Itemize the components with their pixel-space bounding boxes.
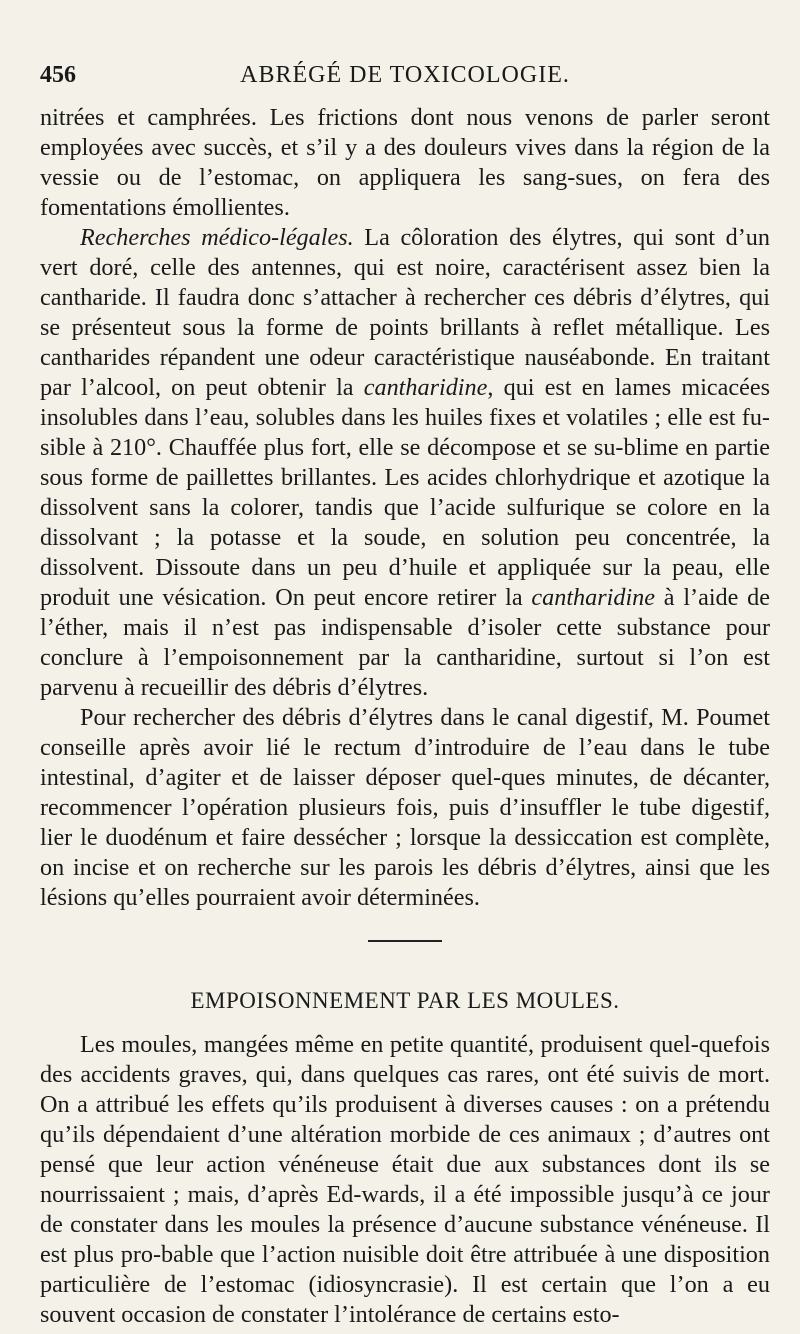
- paragraph-medico-legal: [40, 223, 770, 703]
- running-title: ABRÉGÉ DE TOXICOLOGIE.: [240, 62, 570, 88]
- page-number: 456: [40, 62, 76, 88]
- section-title: EMPOISONNEMENT PAR LES MOULES.: [190, 988, 620, 1013]
- italic-term: cantharidine: [531, 584, 656, 611]
- paragraph-text: , qui est en lames micacées insolubles dans l’eau, solubles dans les huiles fixes et volatiles ; elle est fu-sible à 210°. Chauffée plus fort, elle se décompose et se su-blime en partie sous forme de paillettes brillantes. Les acides chlorhydrique et azotique la dissolvent sans la colorer, tandis que l’acide sulfurique se colore en la dissolvant ; la potasse et la soude, en solution peu concentrée, la dissolvent. Dissoute dans un peu d’huile et appliquée sur la peau, elle produit une vésication. On peut encore retirer la: [40, 374, 770, 611]
- paragraph-text: à l’aide de l’éther, mais il n’est pas indispensable d’isoler cette substance pour conclure à l’empoisonnement par la cantharidine, surtout si l’on est parvenu à recueillir des débris d’élytres.: [40, 584, 771, 701]
- paragraph-continuation: nitrées et camphrées. Les frictions dont nous venons de parler seront employées avec succès, et s’il y a des douleurs vives dans la région de la vessie ou de l’estomac, on appliquera les sang-sues, on fera des fomentations émollientes.: [40, 104, 770, 221]
- page-header: [40, 62, 770, 92]
- paragraph-moules: Les moules, mangées même en petite quantité, produisent quel-quefois des accidents graves, qui, dans quelques cas rares, ont été suivis de mort. On a attribué les effets qu’ils produisent à diverses causes : on a prétendu qu’ils dépendaient d’une altération morbide de ces animaux ; d’autres ont pensé que leur action vénéneuse était due aux substances dont ils se nourrissaient ; mais, d’après Ed-wards, il a été impossible jusqu’à ce jour de constater dans les moules la présence d’aucune substance vénéneuse. Il est plus pro-bable que l’action nuisible doit être attribuée à une disposition particulière de l’estomac (idiosyncrasie). Il est certain que l’on a eu souvent occasion de constater l’intolérance de certains esto-: [40, 1031, 770, 1328]
- paragraph-heading: Recherches médico-légales.: [80, 224, 354, 251]
- paragraph-text: La côloration des élytres, qui sont d’un vert doré, celle des antennes, qui est noire, caractérisent assez bien la cantharide. Il faudra donc s’attacher à rechercher ces débris d’élytres, qui se présenteut sous la forme de points brillants à reflet métallique. Les cantharides répandent une odeur caractéristique nauséabonde. En traitant par l’alcool, on peut obtenir la: [40, 224, 770, 401]
- body-text: [40, 103, 770, 1330]
- italic-term: cantharidine: [363, 374, 488, 401]
- paragraph-digestive-search: Pour rechercher des débris d’élytres dans le canal digestif, M. Poumet conseille après avoir lié le rectum d’introduire de l’eau dans le tube intestinal, d’agiter et de laisser déposer quel-ques minutes, de décanter, recommencer l’opération plusieurs fois, puis d’insuffler le tube digestif, lier le duodénum et faire dessécher ; lorsque la dessiccation est complète, on incise et on recherche sur les parois les débris d’élytres, ainsi que les lésions qu’elles pourraient avoir déterminées.: [40, 704, 770, 911]
- section-divider: [368, 940, 442, 942]
